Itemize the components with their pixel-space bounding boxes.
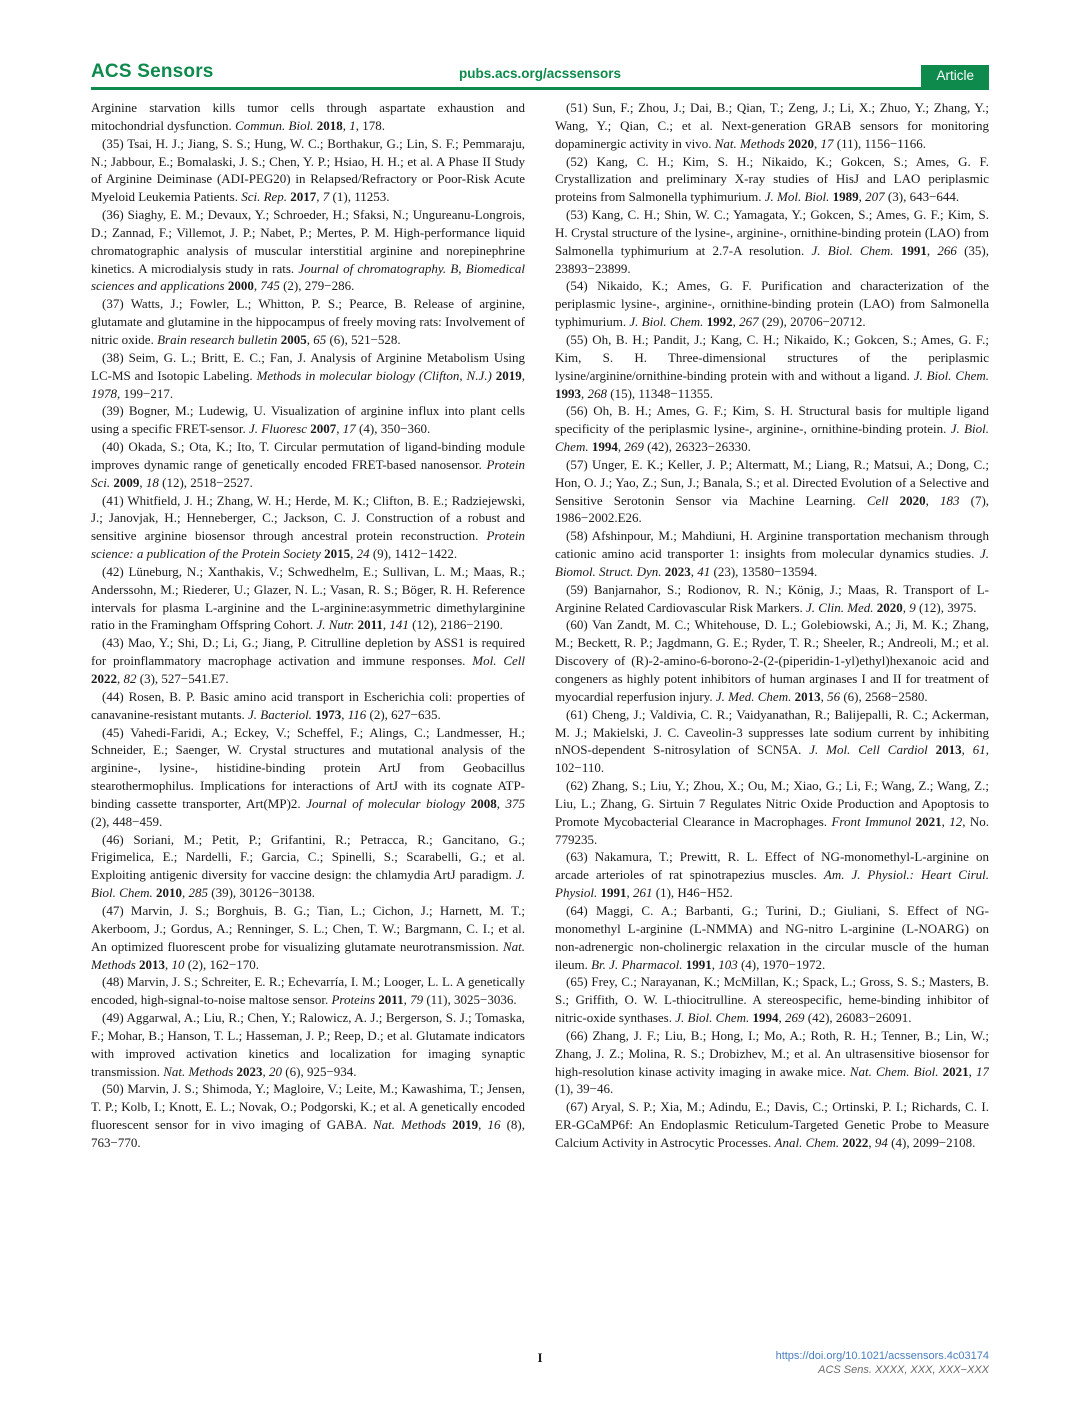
references-column-left — [91, 99, 525, 1345]
reference-63: (63) Nakamura, T.; Prewitt, R. L. Effect of NG-monomethyl-L-arginine on arcade arterioles of rat spinotrapezius muscles. Am. J. Physiol.: Heart Cirul. Physiol. 1991, 261 (1), H46−H52. — [555, 849, 989, 901]
reference-42: (42) Lüneburg, N.; Xanthakis, V.; Schwedhelm, E.; Sullivan, L. M.; Maas, R.; Anderssohn, M.; Riederer, U.; Glazer, N. L.; Vasan, R. S.; Böger, R. H. Reference intervals for plasma L-arginine and the L-arginine:asymmetric dimethylarginine ratio in the Framingham Offspring Cohort. J. Nutr. 2011, 141 (12), 2186−2190. — [91, 563, 525, 633]
reference-64: (64) Maggi, C. A.; Barbanti, G.; Turini, D.; Giuliani, S. Effect of NG-monomethyl L-arginine (L-NMMA) and NG-nitro L-arginine (L-NOARG) on non-adrenergic non-cholinergic relaxation in the circular muscle of the human ileum. Br. J. Pharmacol. 1991, 103 (4), 1970−1972. — [555, 902, 989, 972]
reference-continuation: Arginine starvation kills tumor cells through aspartate exhaustion and mitochondrial dysfunction. Commun. Biol. 2018, 1, 178. — [91, 100, 525, 133]
reference-53: (53) Kang, C. H.; Shin, W. C.; Yamagata, Y.; Gokcen, S.; Ames, G. F.; Kim, S. H. Crystal structure of the lysine-, arginine-, ornithine-binding protein (LAO) from Salmonella typhimurium at 2.7-A resolution. J. Biol. Chem. 1991, 266 (35), 23893−23899. — [555, 207, 989, 276]
reference-35: (35) Tsai, H. J.; Jiang, S. S.; Hung, W. C.; Borthakur, G.; Lin, S. F.; Pemmaraju, N.; Jabbour, E.; Bomalaski, J. S.; Chen, Y. P.; Hsiao, H. H.; et al. A Phase II Study of Arginine Deiminase (ADI-PEG20) in Relapsed/Refractory or Poor-Risk Acute Myeloid Leukemia Patients. Sci. Rep. 2017, 7 (1), 11253. — [91, 135, 525, 205]
references-column-right — [555, 99, 989, 1345]
reference-38: (38) Seim, G. L.; Britt, E. C.; Fan, J. Analysis of Arginine Metabolism Using LC-MS and Isotopic Labeling. Methods in molecular biology (Clifton, N.J.) 2019, 1978, 199−217. — [91, 349, 525, 401]
reference-37: (37) Watts, J.; Fowler, L.; Whitton, P. S.; Pearce, B. Release of arginine, glutamate and glutamine in the hippocampus of freely moving rats: Involvement of nitric oxide. Brain research bulletin 2005, 65 (6), 521−528. — [91, 296, 525, 347]
reference-65: (65) Frey, C.; Narayanan, K.; McMillan, K.; Spack, L.; Gross, S. S.; Masters, B. S.; Griffith, O. W. L-thiocitrulline. A stereospecific, heme-binding inhibitor of nitric-oxide synthases. J. Biol. Chem. 1994, 269 (42), 26083−26091. — [555, 974, 989, 1026]
reference-48: (48) Marvin, J. S.; Schreiter, E. R.; Echevarría, I. M.; Looger, L. L. A genetically encoded, high-signal-to-noise maltose sensor. Proteins 2011, 79 (11), 3025−3036. — [91, 974, 525, 1008]
masthead — [91, 58, 989, 88]
reference-57: (57) Unger, E. K.; Keller, J. P.; Altermatt, M.; Liang, R.; Matsui, A.; Dong, C.; Hon, O. J.; Yao, Z.; Sun, J.; Banala, S.; et al. Directed Evolution of a Selective and Sensitive Serotonin Sensor via Machine Learning. Cell 2020, 183 (7), 1986−2002.E26. — [555, 456, 989, 526]
references-body — [91, 99, 989, 1345]
reference-67: (67) Aryal, S. P.; Xia, M.; Adindu, E.; Davis, C.; Ortinski, P. I.; Richards, C. I. ER-GCaMP6f: An Endoplasmic Reticulum-Targeted Genetic Probe to Measure Calcium Activity in Astrocytic Processes. Anal. Chem. 2022, 94 (4), 2099−2108. — [555, 1099, 989, 1150]
journal-url: pubs.acs.org/acssensors — [458, 66, 622, 81]
journal-citation: ACS Sens. XXXX, XXX, XXX−XXX — [818, 1364, 989, 1376]
reference-44: (44) Rosen, B. P. Basic amino acid transport in Escherichia coli: properties of canavanine-resistant mutants. J. Bacteriol. 1973, 116 (2), 627−635. — [91, 688, 525, 722]
reference-43: (43) Mao, Y.; Shi, D.; Li, G.; Jiang, P. Citrulline depletion by ASS1 is required for proinflammatory macrophage activation and immune responses. Mol. Cell 2022, 82 (3), 527−541.E7. — [91, 635, 525, 686]
page-number: I — [537, 1350, 543, 1365]
reference-41: (41) Whitfield, J. H.; Zhang, W. H.; Herde, M. K.; Clifton, B. E.; Radziejewski, J.; Janovjak, H.; Henneberger, C.; Jackson, C. J. Construction of a robust and sensitive arginine biosensor through ancestral protein reconstruction. Protein science: a publication of the Protein Society 2015, 24 (9), 1412−1422. — [91, 492, 525, 562]
reference-55: (55) Oh, B. H.; Pandit, J.; Kang, C. H.; Nikaido, K.; Gokcen, S.; Ames, G. F.; Kim, S. H. Three-dimensional structures of the periplasmic lysine/arginine/ornithine-binding protein with and without a ligand. J. Biol. Chem. 1993, 268 (15), 11348−11355. — [555, 331, 989, 401]
reference-50: (50) Marvin, J. S.; Shimoda, Y.; Magloire, V.; Leite, M.; Kawashima, T.; Jensen, T. P.; Kolb, I.; Knott, E. L.; Novak, O.; Podgorski, K.; et al. A genetically encoded fluorescent sensor for in vivo imaging of GABA. Nat. Methods 2019, 16 (8), 763−770. — [91, 1081, 525, 1150]
reference-51: (51) Sun, F.; Zhou, J.; Dai, B.; Qian, T.; Zeng, J.; Li, X.; Zhuo, Y.; Zhang, Y.; Wang, Y.; Qian, C.; et al. Next-generation GRAB sensors for monitoring dopaminergic activity in vivo. Nat. Methods 2020, 17 (11), 1156−1166. — [555, 100, 989, 151]
reference-40: (40) Okada, S.; Ota, K.; Ito, T. Circular permutation of ligand-binding module improves dynamic range of genetically encoded FRET-based nanosensor. Protein Sci. 2009, 18 (12), 2518−2527. — [91, 439, 525, 490]
reference-52: (52) Kang, C. H.; Kim, S. H.; Nikaido, K.; Gokcen, S.; Ames, G. F. Crystallization and preliminary X-ray studies of HisJ and LAO periplasmic proteins from Salmonella typhimurium. J. Mol. Biol. 1989, 207 (3), 643−644. — [555, 153, 989, 205]
reference-46: (46) Soriani, M.; Petit, P.; Grifantini, R.; Petracca, R.; Gancitano, G.; Frigimelica, E.; Nardelli, F.; Garcia, C.; Spinelli, S.; Scarabelli, G.; et al. Exploiting antigenic diversity for vaccine design: the chlamydia ArtJ paradigm. J. Biol. Chem. 2010, 285 (39), 30126−30138. — [91, 831, 525, 901]
masthead-rule — [91, 87, 989, 90]
reference-62: (62) Zhang, S.; Liu, Y.; Zhou, X.; Ou, M.; Xiao, G.; Li, F.; Wang, Z.; Wang, Z.; Liu, L.; Zhang, G. Sirtuin 7 Regulates Nitric Oxide Production and Apoptosis to Promote Mycobacterial Clearance in Macrophages. Front Immunol 2021, 12, No. 779235. — [555, 778, 989, 847]
reference-59: (59) Banjarnahor, S.; Rodionov, R. N.; König, J.; Maas, R. Transport of L-Arginine Related Cardiovascular Risk Markers. J. Clin. Med. 2020, 9 (12), 3975. — [555, 581, 989, 615]
reference-36: (36) Siaghy, E. M.; Devaux, Y.; Schroeder, H.; Sfaksi, N.; Ungureanu-Longrois, D.; Zannad, F.; Villemot, J. P.; Nabet, P.; Mertes, P. M. High-performance liquid chromatographic analysis of muscular interstitial arginine and norepinephrine kinetics. A microdialysis study in rats. Journal of chromatography. B, Biomedical sciences and applications 2000, 745 (2), 279−286. — [91, 207, 525, 294]
reference-56: (56) Oh, B. H.; Ames, G. F.; Kim, S. H. Structural basis for multiple ligand specificity of the periplasmic lysine-, arginine-, ornithine-binding protein. J. Biol. Chem. 1994, 269 (42), 26323−26330. — [555, 403, 989, 455]
journal-title: ACS Sensors — [91, 61, 214, 82]
article-type-badge: Article — [921, 65, 989, 87]
reference-49: (49) Aggarwal, A.; Liu, R.; Chen, Y.; Ralowicz, A. J.; Bergerson, S. J.; Tomaska, F.; Mohar, B.; Hanson, T. L.; Hasseman, J. P.; Reep, D.; et al. Glutamate indicators with improved activation kinetics and localization for imaging synaptic transmission. Nat. Methods 2023, 20 (6), 925−934. — [91, 1010, 525, 1079]
reference-60: (60) Van Zandt, M. C.; Whitehouse, D. L.; Golebiowski, A.; Ji, M. K.; Zhang, M.; Beckett, R. P.; Jagdmann, G. E.; Ryder, T. R.; Sheeler, R.; Andreoli, M.; et al. Discovery of (R)-2-amino-6-borono-2-(2-(piperidin-1-yl)ethyl)hexanoic acid and congeners as highly potent inhibitors of human arginases I and II for treatment of myocardial reperfusion injury. J. Med. Chem. 2013, 56 (6), 2568−2580. — [555, 617, 989, 704]
reference-61: (61) Cheng, J.; Valdivia, C. R.; Vaidyanathan, R.; Balijepalli, R. C.; Ackerman, M. J.; Makielski, J. C. Caveolin-3 suppresses late sodium current by inhibiting nNOS-dependent S-nitrosylation of SCN5A. J. Mol. Cell Cardiol 2013, 61, 102−110. — [555, 706, 989, 776]
doi-link[interactable]: https://doi.org/10.1021/acssensors.4c03174 — [775, 1350, 989, 1362]
reference-39: (39) Bogner, M.; Ludewig, U. Visualization of arginine influx into plant cells using a specific FRET-sensor. J. Fluoresc 2007, 17 (4), 350−360. — [91, 403, 525, 437]
footer-citation-block — [776, 1349, 989, 1377]
reference-54: (54) Nikaido, K.; Ames, G. F. Purification and characterization of the periplasmic lysine-, arginine-, ornithine-binding protein (LAO) from Salmonella typhimurium. J. Biol. Chem. 1992, 267 (29), 20706−20712. — [555, 278, 989, 330]
reference-58: (58) Afshinpour, M.; Mahdiuni, H. Arginine transportation mechanism through cationic amino acid transporter 1: insights from molecular dynamics studies. J. Biomol. Struct. Dyn. 2023, 41 (23), 13580−13594. — [555, 528, 989, 579]
reference-45: (45) Vahedi-Faridi, A.; Eckey, V.; Scheffel, F.; Alings, C.; Landmesser, H.; Schneider, E.; Saenger, W. Crystal structures and mutational analysis of the arginine-, lysine-, histidine-binding protein ArtJ from Geobacillus stearothermophilus. Implications for interactions of ArtJ with its cognate ATP-binding cassette transporter, Art(MP)2. Journal of molecular biology 2008, 375 (2), 448−459. — [91, 724, 526, 829]
reference-47: (47) Marvin, J. S.; Borghuis, B. G.; Tian, L.; Cichon, J.; Harnett, M. T.; Akerboom, J.; Gordus, A.; Renninger, S. L.; Chen, T. W.; Bargmann, C. I.; et al. An optimized fluorescent probe for visualizing glutamate neurotransmission. Nat. Methods 2013, 10 (2), 162−170. — [91, 902, 525, 972]
reference-66: (66) Zhang, J. F.; Liu, B.; Hong, I.; Mo, A.; Roth, R. H.; Tenner, B.; Lin, W.; Zhang, J. Z.; Molina, R. S.; Drobizhev, M.; et al. An ultrasensitive biosensor for high-resolution kinase activity imaging in awake mice. Nat. Chem. Biol. 2021, 17 (1), 39−46. — [555, 1027, 989, 1097]
